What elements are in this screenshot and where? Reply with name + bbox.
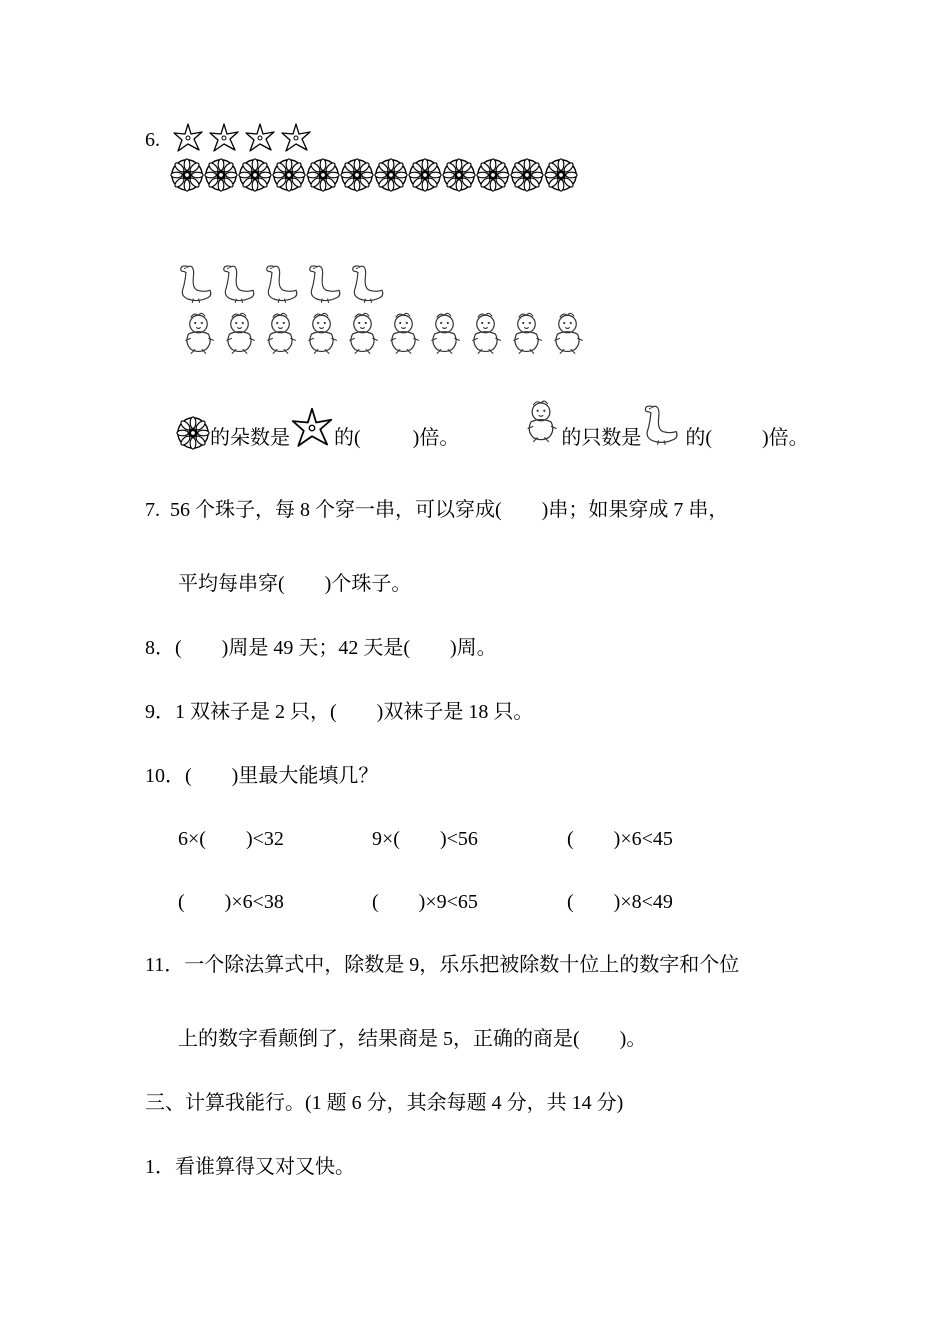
inequality-item: ( )×6<45 <box>567 828 673 850</box>
daisy-icon <box>176 416 210 450</box>
duckling-icon <box>178 312 219 358</box>
question-6-sentence <box>176 396 809 450</box>
q6-text-part2: 的( <box>334 427 361 449</box>
goose-row <box>176 262 391 306</box>
goose-icon <box>262 262 305 306</box>
star-flower-icon <box>206 122 242 154</box>
section-3-title: 三、计算我能行。(1 题 6 分，其余每题 4 分，共 14 分) <box>145 1092 624 1114</box>
star-flower-icon <box>278 122 314 154</box>
inequality-item: ( )×6<38 <box>178 891 284 913</box>
star-flower-icon <box>242 122 278 154</box>
duckling-icon <box>301 312 342 358</box>
question-11-line2: 上的数字看颠倒了，结果商是 5，正确的商是( )。 <box>178 1028 647 1050</box>
daisy-row <box>170 158 578 192</box>
inequality-item: ( )×9<65 <box>372 891 478 913</box>
goose-icon <box>219 262 262 306</box>
goose-icon <box>176 262 219 306</box>
star-flower-row <box>170 122 314 154</box>
star-flower-icon <box>170 122 206 154</box>
goose-icon <box>641 400 685 450</box>
daisy-icon <box>340 158 374 192</box>
duckling-icon <box>465 312 506 358</box>
daisy-icon <box>476 158 510 192</box>
duckling-icon <box>260 312 301 358</box>
subquestion-1: 1．看谁算得又对又快。 <box>145 1156 355 1178</box>
question-6-number: 6. <box>145 129 160 151</box>
goose-icon <box>305 262 348 306</box>
daisy-icon <box>544 158 578 192</box>
question-9: 9．1 双袜子是 2 只，( )双袜子是 18 只。 <box>145 701 534 723</box>
inequality-item: 6×( )<32 <box>178 828 284 850</box>
duckling-icon <box>342 312 383 358</box>
daisy-icon <box>204 158 238 192</box>
duckling-icon <box>424 312 465 358</box>
q6-text-part3: )倍。 <box>412 427 460 449</box>
duckling-row <box>178 312 588 358</box>
daisy-icon <box>272 158 306 192</box>
q6-text-part6: )倍。 <box>762 427 809 449</box>
q6-text-part1: 的朵数是 <box>210 427 290 449</box>
question-10-title: 10．( )里最大能填几？ <box>145 765 379 787</box>
daisy-icon <box>306 158 340 192</box>
question-7-line1: 7. 56 个珠子，每 8 个穿一串，可以穿成( )串；如果穿成 7 串， <box>145 499 729 521</box>
duckling-icon <box>506 312 547 358</box>
question-11-line1: 11．一个除法算式中，除数是 9，乐乐把被除数十位上的数字和个位 <box>145 954 740 976</box>
daisy-icon <box>170 158 204 192</box>
daisy-icon <box>442 158 476 192</box>
duckling-icon <box>219 312 260 358</box>
daisy-icon <box>374 158 408 192</box>
star-flower-icon <box>290 406 334 450</box>
duckling-icon <box>547 312 588 358</box>
q6-text-part5: 的( <box>685 427 713 449</box>
inequality-item: ( )×8<49 <box>567 891 673 913</box>
question-8: 8．( )周是 49 天；42 天是( )周。 <box>145 637 497 659</box>
daisy-icon <box>408 158 442 192</box>
goose-icon <box>348 262 391 306</box>
daisy-icon <box>238 158 272 192</box>
q6-text-part4: 的只数是 <box>561 427 642 449</box>
question-7-line2: 平均每串穿( )个珠子。 <box>178 573 412 595</box>
duckling-icon <box>383 312 424 358</box>
inequality-item: 9×( )<56 <box>372 828 478 850</box>
duckling-icon <box>521 396 561 450</box>
daisy-icon <box>510 158 544 192</box>
